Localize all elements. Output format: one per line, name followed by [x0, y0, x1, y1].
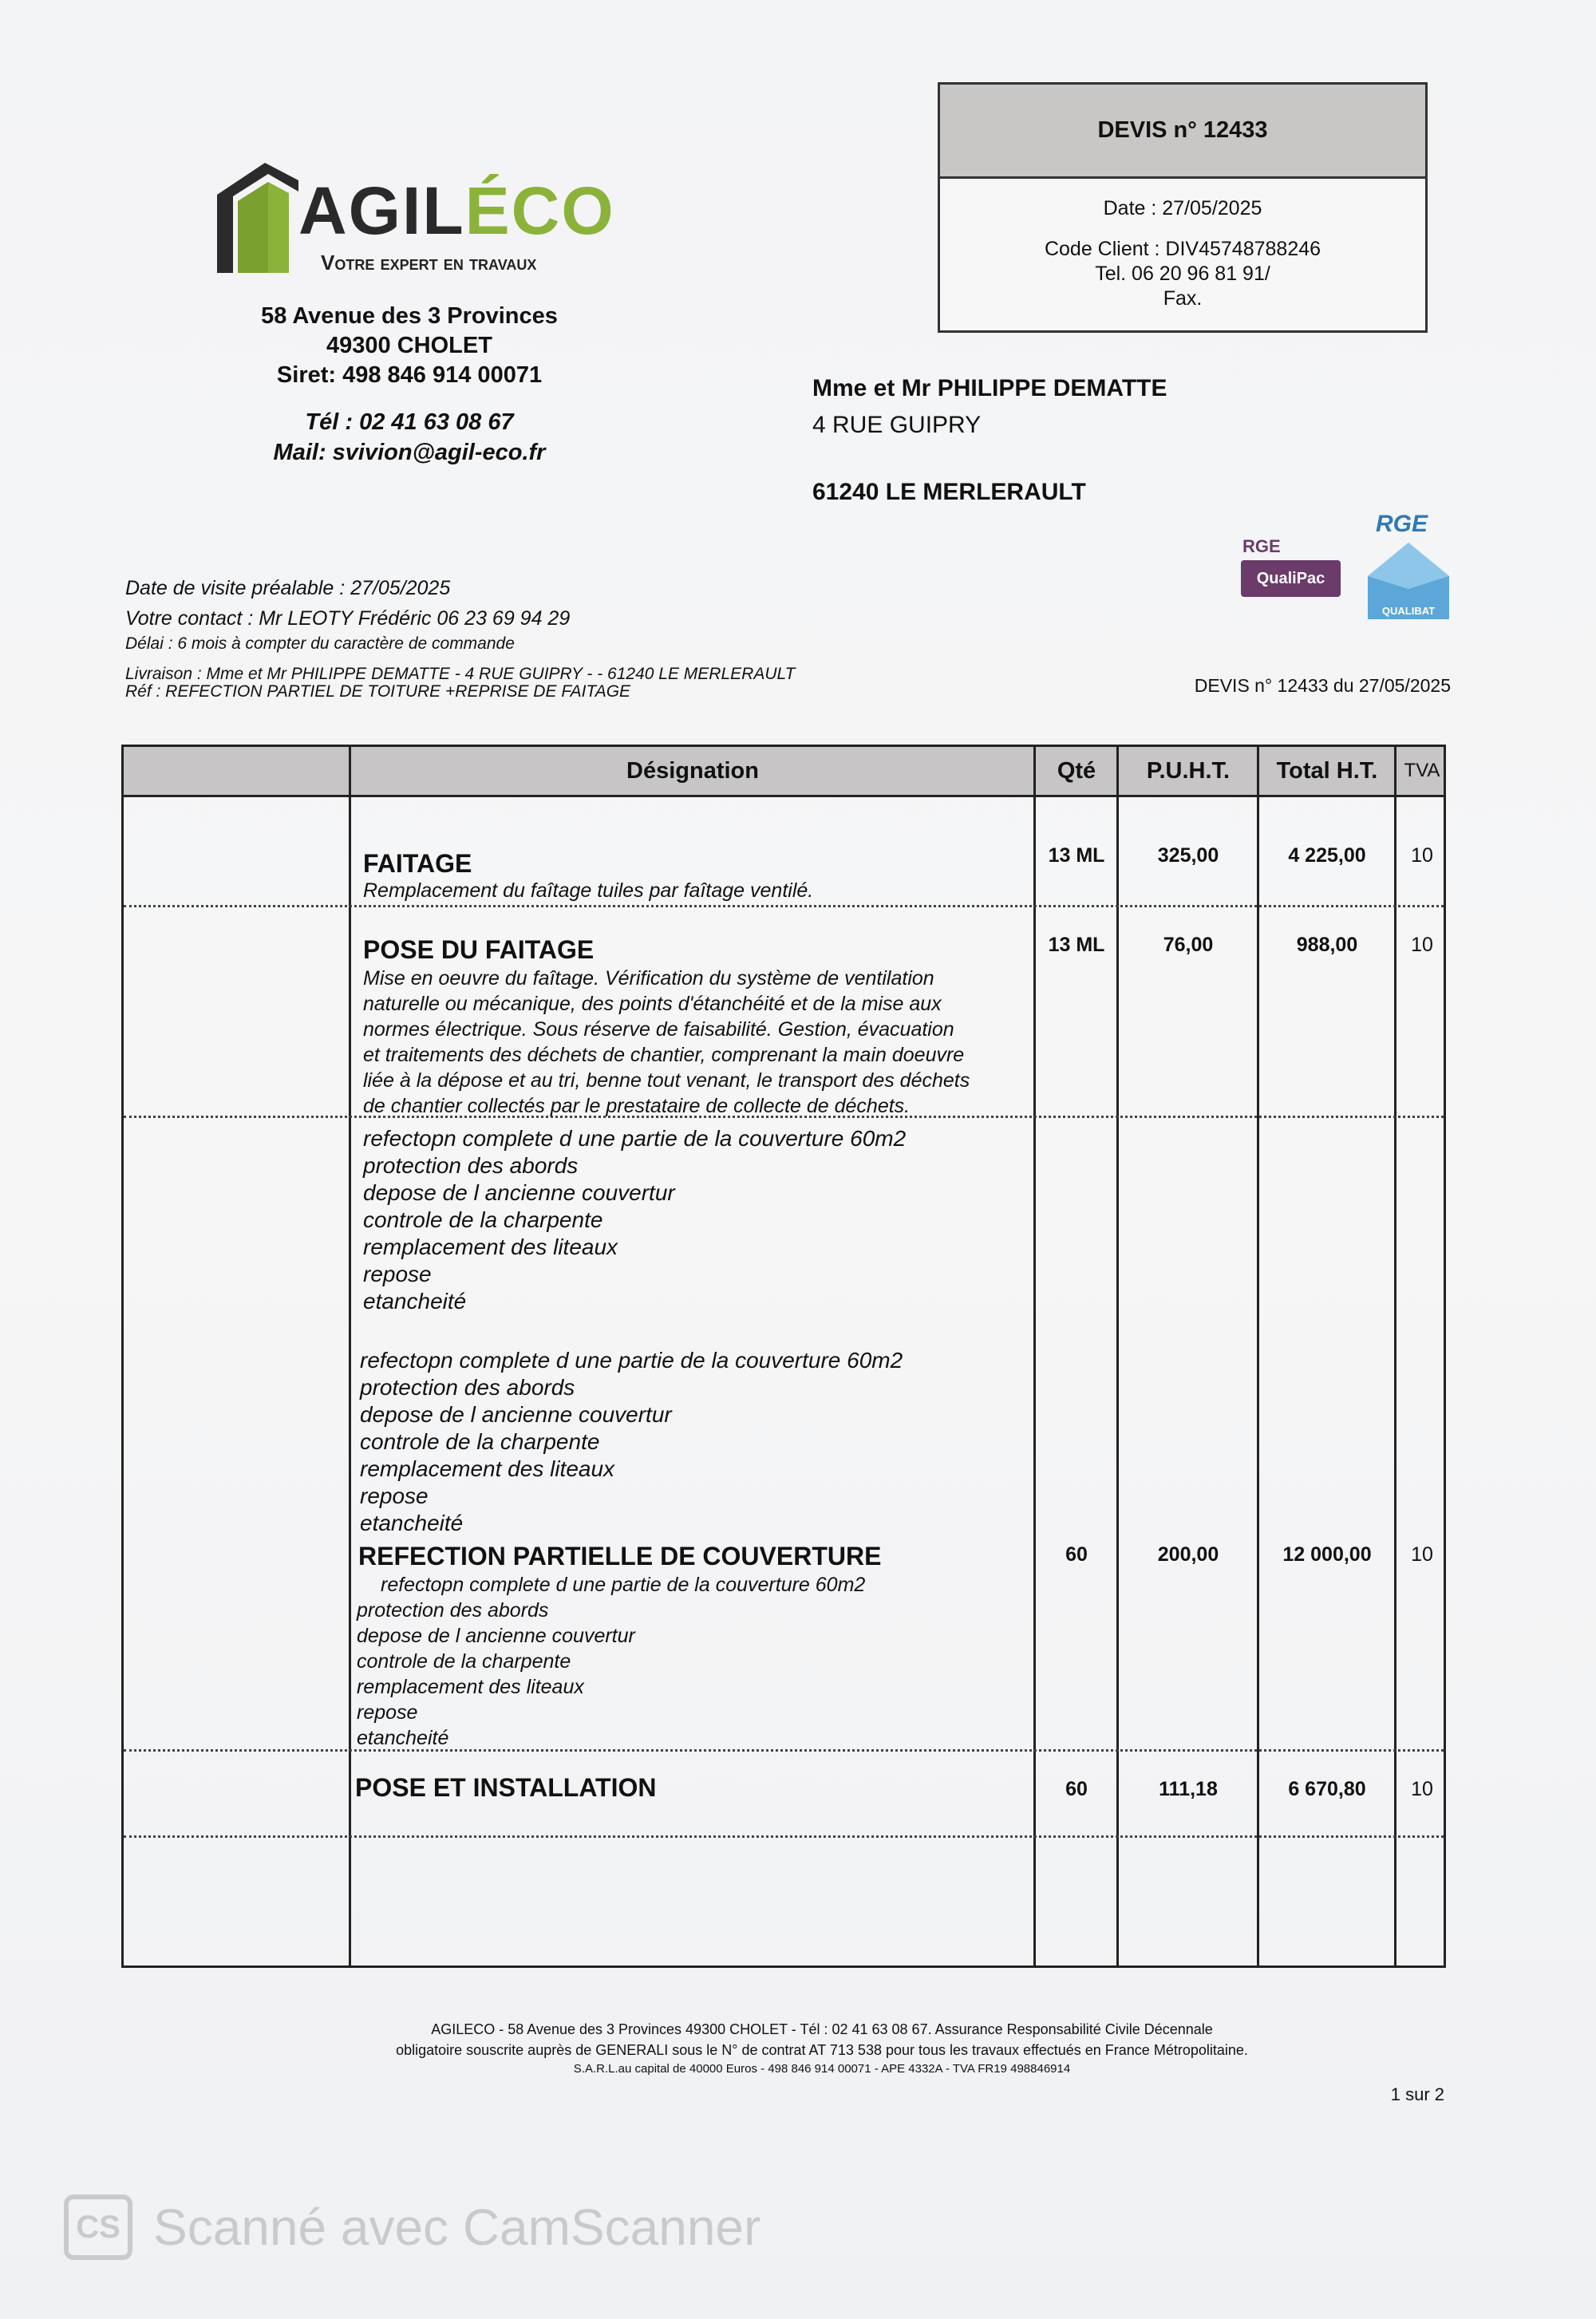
row-desc-line: controle de la charpente: [357, 1650, 571, 1673]
devis-number: DEVIS n° 12433: [940, 85, 1425, 179]
row-title: REFECTION PARTIELLE DE COUVERTURE: [358, 1542, 882, 1570]
delay: Délai : 6 mois à compter du caractère de commande: [125, 634, 515, 653]
block2-line: remplacement des liteaux: [360, 1456, 615, 1481]
block1-line: controle de la charpente: [363, 1207, 603, 1232]
devis-date: Date : 27/05/2025: [1103, 197, 1262, 219]
row-qte: 13 ML: [1048, 934, 1105, 956]
rge-qualibat-badge: [1366, 511, 1451, 622]
block2-line: etancheité: [360, 1511, 464, 1535]
row-desc-line: normes électrique. Sous réserve de faisabilité. Gestion, évacuation: [363, 1018, 954, 1041]
company-mail: Mail: svivion@agil-eco.fr: [273, 440, 546, 465]
footer-line1: AGILECO - 58 Avenue des 3 Provinces 49300 CHOLET - Tél : 02 41 63 08 67. Assurance Responsabilité Civile Décennale: [431, 2021, 1213, 2037]
company-logo: [209, 156, 624, 284]
row-pu: 200,00: [1157, 1543, 1219, 1566]
house-logo-icon: [209, 156, 305, 276]
rge-qualipac-label: QualiPac: [1256, 569, 1325, 587]
logo-text-dark: AGIL: [298, 173, 465, 248]
row-desc-line: depose de l ancienne couvertur: [357, 1625, 635, 1647]
row-desc-line: repose: [357, 1701, 418, 1724]
row-title: POSE ET INSTALLATION: [355, 1773, 657, 1802]
header-designation: Désignation: [626, 757, 759, 784]
row-total: 988,00: [1296, 934, 1358, 956]
row-title: FAITAGE: [363, 849, 472, 878]
devis-tel: Tel. 06 20 96 81 91/: [1095, 263, 1270, 285]
visit-date: Date de visite préalable : 27/05/2025: [125, 577, 451, 599]
block2-line: refectopn complete d une partie de la couverture 60m2: [360, 1348, 903, 1373]
row-desc-line: protection des abords: [357, 1599, 549, 1622]
row-desc-line: remplacement des liteaux: [357, 1676, 584, 1698]
row-tva: 10: [1411, 934, 1433, 956]
camscanner-logo-icon: CS: [64, 2195, 132, 2260]
block2-line: repose: [360, 1483, 429, 1508]
block1-line: protection des abords: [363, 1153, 579, 1178]
row-qte: 60: [1065, 1778, 1088, 1800]
row-pu: 325,00: [1157, 844, 1219, 867]
block1-line: repose: [363, 1262, 432, 1286]
block1-line: depose de l ancienne couvertur: [363, 1180, 675, 1205]
block2-line: protection des abords: [360, 1375, 575, 1400]
block2-line: depose de l ancienne couvertur: [360, 1402, 672, 1427]
rge-qualipac-badge: [1241, 536, 1341, 600]
devis-reference: DEVIS n° 12433 du 27/05/2025: [1194, 675, 1451, 696]
row-desc-line: et traitements des déchets de chantier, comprenant la main doeuvre: [363, 1044, 965, 1066]
client-city: 61240 LE MERLERAULT: [812, 479, 1086, 505]
devis-code-client: Code Client : DIV45748788246: [1044, 238, 1321, 260]
block1-line: remplacement des liteaux: [363, 1235, 618, 1259]
devis-fax: Fax.: [1163, 287, 1203, 310]
camscanner-watermark: [64, 2191, 760, 2263]
client-street: 4 RUE GUIPRY: [812, 412, 982, 438]
block2-line: controle de la charpente: [360, 1429, 600, 1454]
row-qte: 13 ML: [1048, 844, 1105, 867]
row-pu: 76,00: [1163, 934, 1214, 956]
header-puht: P.U.H.T.: [1146, 757, 1231, 784]
row-desc-line: naturelle ou mécanique, des points d'étanchéité et de la mise aux: [363, 993, 942, 1015]
row-desc-line: etancheité: [357, 1727, 449, 1749]
row-total: 4 225,00: [1288, 844, 1366, 867]
quote-table: [121, 745, 1446, 1968]
row-desc: Remplacement du faîtage tuiles par faîtage ventilé.: [363, 879, 814, 902]
company-tel: Tél : 02 41 63 08 67: [305, 409, 514, 435]
row-total: 6 670,80: [1288, 1778, 1366, 1800]
rge-qualibat-top: RGE: [1376, 511, 1428, 537]
client-name: Mme et Mr PHILIPPE DEMATTE: [812, 375, 1167, 401]
header-total: Total H.T.: [1276, 757, 1378, 784]
row-title: POSE DU FAITAGE: [363, 935, 595, 964]
row-desc-line: Mise en oeuvre du faîtage. Vérification du système de ventilation: [363, 967, 934, 990]
row-desc-line: liée à la dépose et au tri, benne tout venant, le transport des déchets: [363, 1069, 970, 1092]
company-tagline: Votre expert en travaux: [321, 251, 537, 275]
contact-person: Votre contact : Mr LEOTY Frédéric 06 23 69 94 29: [125, 607, 571, 630]
company-city: 49300 CHOLET: [326, 333, 492, 358]
header-tva: TVA: [1404, 760, 1440, 781]
footer-line2: obligatoire souscrite auprès de GENERALI sous le N° de contrat AT 713 538 pour tous les travaux effectués en France Métropolitaine.: [396, 2042, 1248, 2058]
row-tva: 10: [1411, 1543, 1433, 1566]
row-desc-line: refectopn complete d une partie de la couverture 60m2: [381, 1574, 866, 1596]
row-tva: 10: [1411, 844, 1433, 867]
watermark-text: Scanné avec CamScanner: [153, 2199, 761, 2256]
row-total: 12 000,00: [1282, 1543, 1372, 1566]
reference: Réf : REFECTION PARTIEL DE TOITURE +REPRISE DE FAITAGE: [125, 682, 631, 701]
footer-line3: S.A.R.L.au capital de 40000 Euros - 498 846 914 00071 - APE 4332A - TVA FR19 498846914: [573, 2062, 1071, 2076]
company-address: 58 Avenue des 3 Provinces: [261, 303, 558, 329]
company-siret: Siret: 498 846 914 00071: [276, 362, 543, 388]
delivery: Livraison : Mme et Mr PHILIPPE DEMATTE - 4 RUE GUIPRY - - 61240 LE MERLERAULT: [125, 665, 796, 683]
devis-box: [938, 82, 1428, 333]
header-qte: Qté: [1057, 757, 1096, 784]
row-tva: 10: [1411, 1778, 1433, 1800]
row-desc-line: de chantier collectés par le prestataire de collecte de déchets.: [363, 1095, 911, 1117]
rge-qualibat-label: QUALIBAT: [1381, 605, 1436, 617]
row-pu: 111,18: [1159, 1778, 1218, 1800]
block1-line: etancheité: [363, 1289, 467, 1314]
page-number: 1 sur 2: [1390, 2084, 1444, 2104]
logo-text-green: ÉCO: [464, 173, 615, 248]
block1-line: refectopn complete d une partie de la couverture 60m2: [363, 1126, 907, 1151]
rge-qualipac-top: RGE: [1242, 536, 1281, 556]
row-qte: 60: [1065, 1543, 1088, 1566]
